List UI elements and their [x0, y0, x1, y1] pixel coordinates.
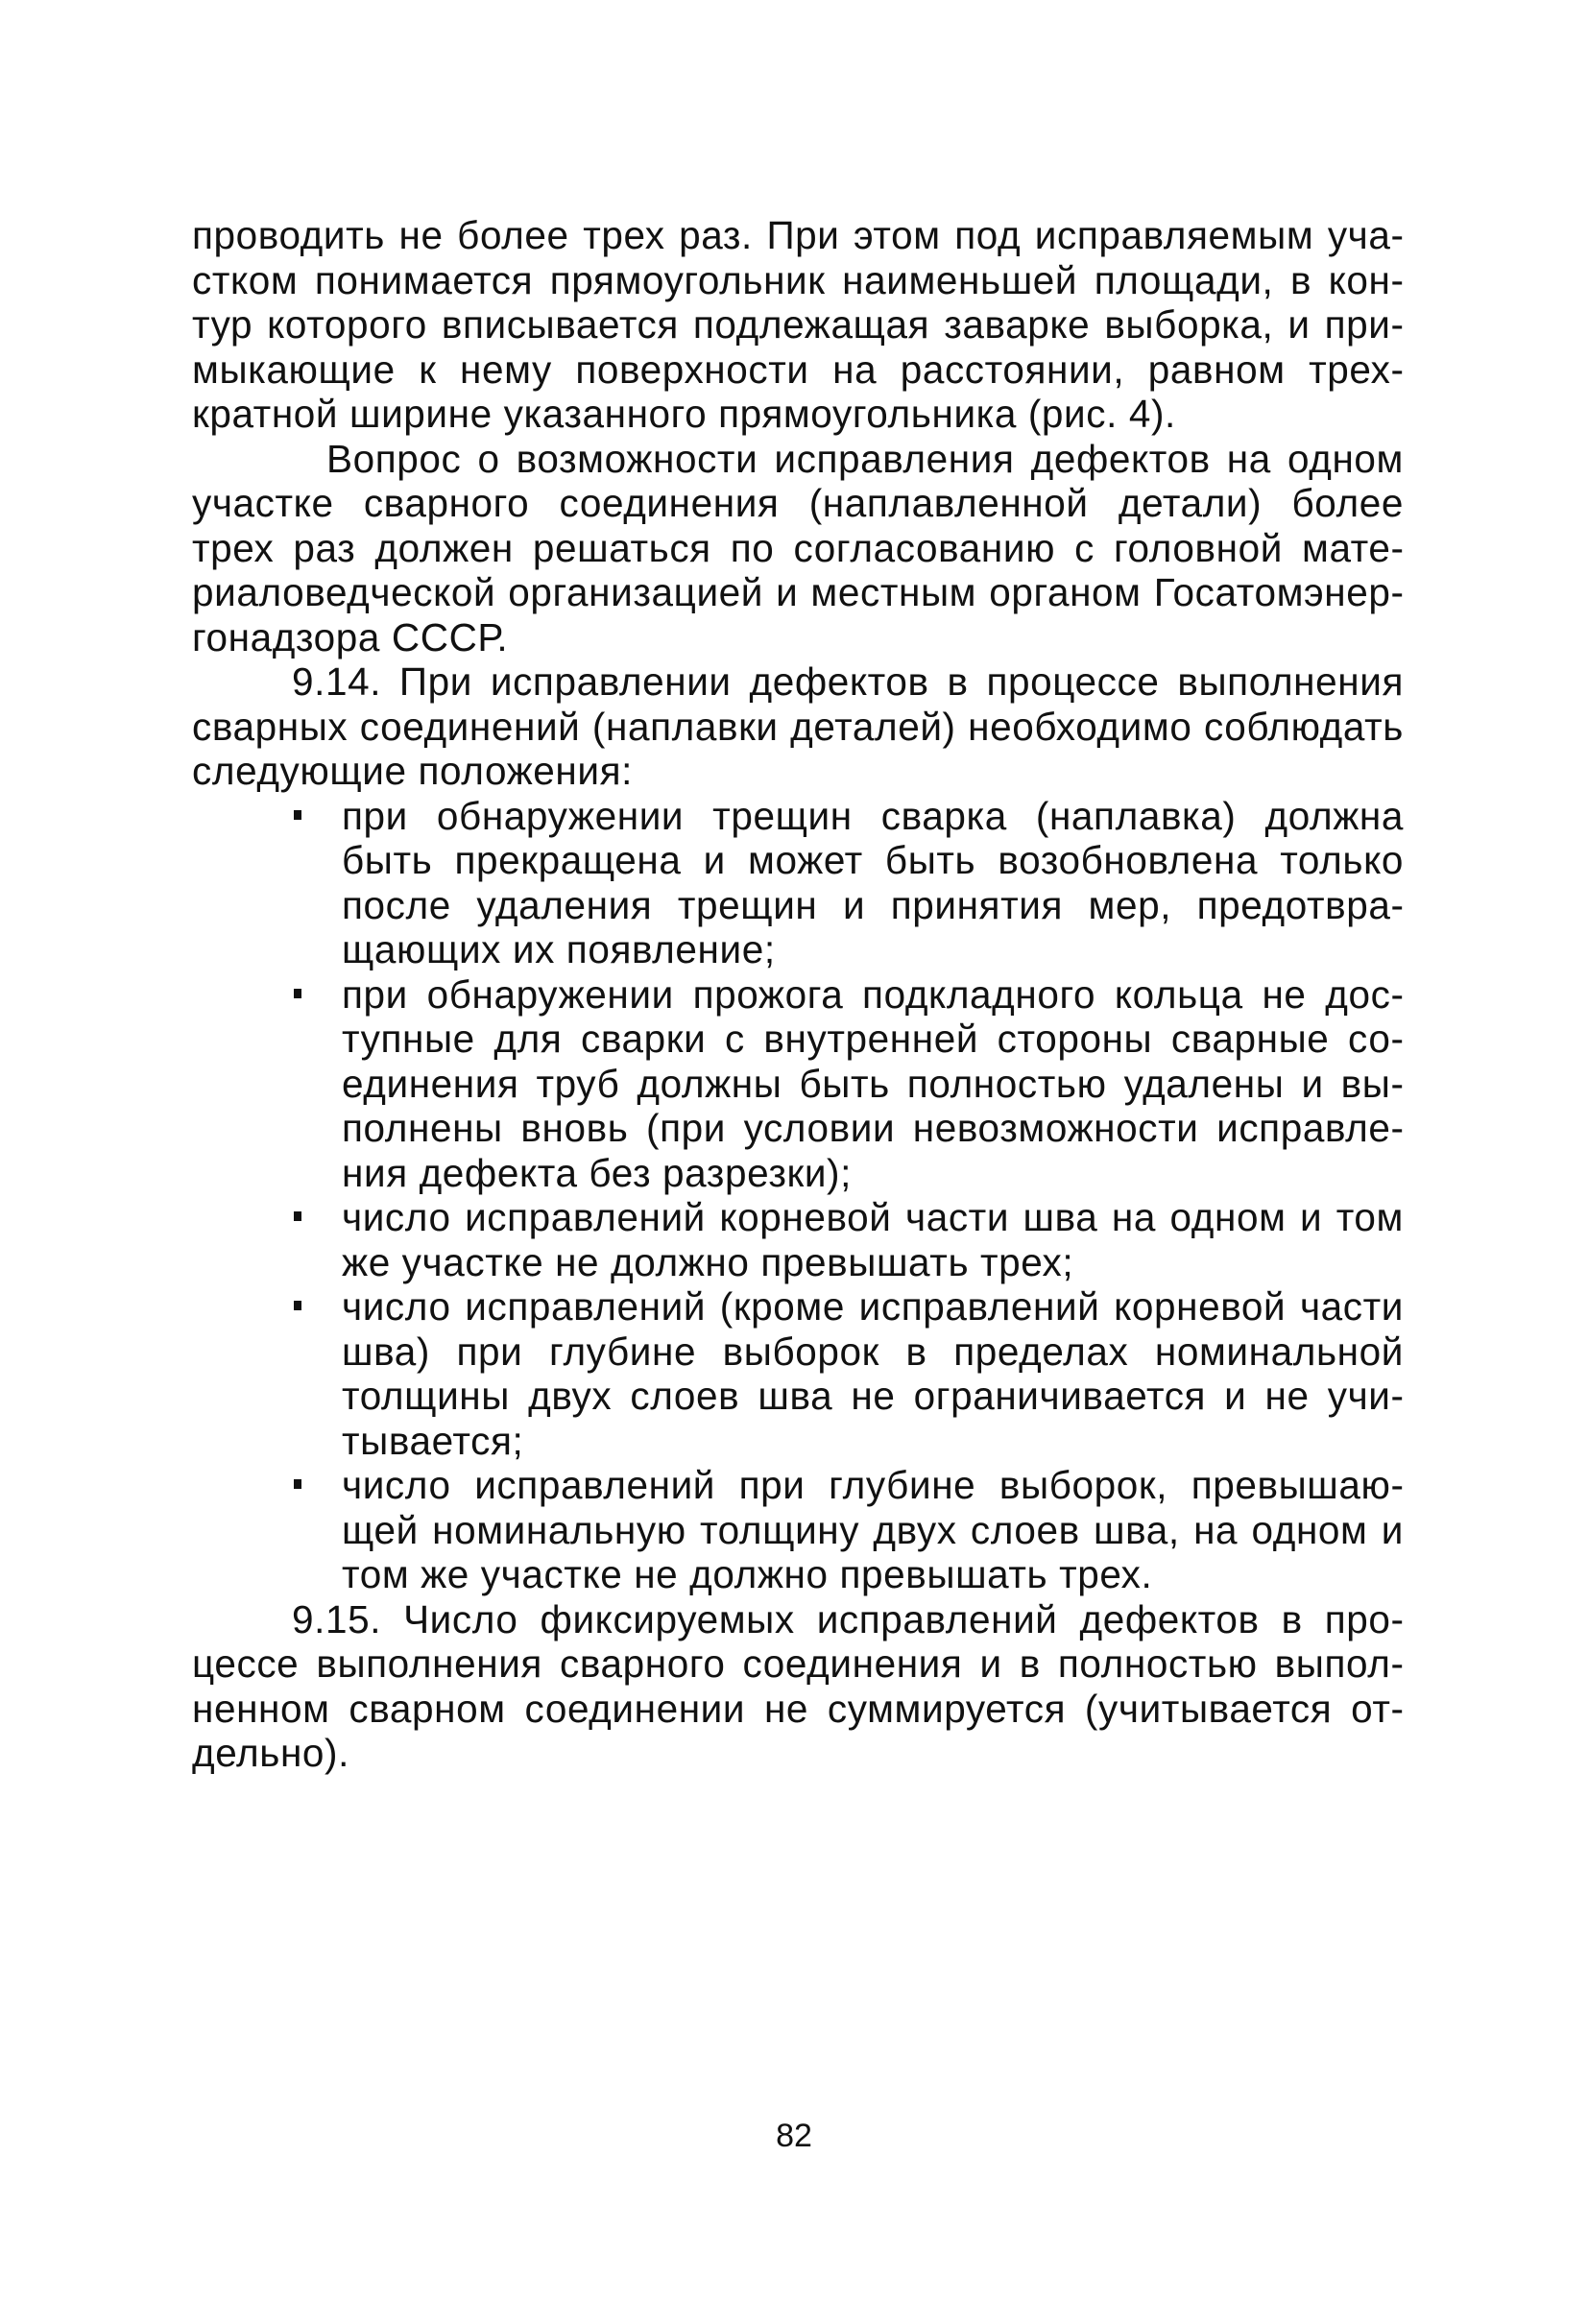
list-item-text: при обнаружении прожога подкладного кольца не доступные для сварки с внутренней стороны сварные соединения труб должны быть полностью удалены и выполнены вновь (при условии невозможности исправления дефекта без разрезки); [342, 971, 1404, 1195]
list-item-text: при обнаружении трещин сварка (наплавка) должна быть прекращена и может быть возобновлена только после удаления трещин и принятия мер, предотвращающих их появление; [342, 793, 1404, 971]
paragraph-continuation: проводить не более трех раз. При этом под исправляемым участком понимается прямоугольник наименьшей площади, в контур которого вписывается подлежащая заварке выборка, и примыкающие к нему поверхности на расстоянии, равном трехкратной ширине указанного прямоугольника (рис. 4). [192, 213, 1404, 436]
bullet-icon [294, 810, 301, 820]
list-item-text: число исправлений корневой части шва на одном и том же участке не должно превышать трех; [342, 1195, 1404, 1284]
list-item [342, 1284, 1404, 1463]
paragraph-9-15: 9.15. Число фиксируемых исправлений дефектов в процессе выполнения сварного соединения и в полностью выполненном сварном соединении не суммируется (учитывается отдельно). [192, 1596, 1404, 1775]
bullet-icon [294, 1301, 301, 1310]
list-item [342, 1463, 1404, 1597]
list-item [342, 794, 1404, 972]
bullet-icon [294, 1479, 301, 1489]
paragraph-9-14: 9.14. При исправлении дефектов в процессе выполнения сварных соединений (наплавки деталей) необходимо соблюдать следующие положения: [192, 659, 1404, 793]
page-number: 82 [776, 2118, 812, 2154]
bullet-icon [294, 989, 301, 998]
requirements-list [192, 794, 1404, 1597]
page-body [192, 213, 1404, 1776]
list-item [342, 1195, 1404, 1284]
paragraph-question: Вопрос о возможности исправления дефектов на одном участке сварного соединения (наплавленной детали) более трех раз должен решаться по согласованию с головной материаловедческой организацией и местным органом Госатомэнергонадзора СССР. [192, 436, 1404, 659]
bullet-icon [294, 1211, 301, 1221]
list-item-text: число исправлений при глубине выборок, превышающей номинальную толщину двух слоев шва, на одном и том же участке не должно превышать трех. [342, 1463, 1404, 1596]
list-item-text: число исправлений (кроме исправлений корневой части шва) при глубине выборок в пределах номинальной толщины двух слоев шва не ограничивается и не учитывается; [342, 1284, 1404, 1463]
list-item [342, 972, 1404, 1196]
